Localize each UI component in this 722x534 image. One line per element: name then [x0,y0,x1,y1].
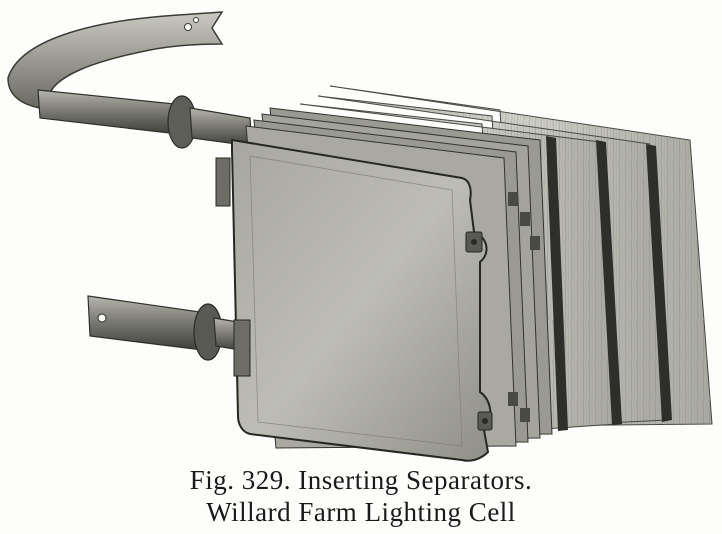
lower-terminal-rod [88,296,252,360]
caption-line-subject: Willard Farm Lighting Cell [206,497,516,527]
front-plate [216,140,492,461]
figure-caption [0,464,722,528]
caption-line-figure-title: Fig. 329. Inserting Separators. [189,465,533,495]
upper-terminal-rod [38,90,252,148]
